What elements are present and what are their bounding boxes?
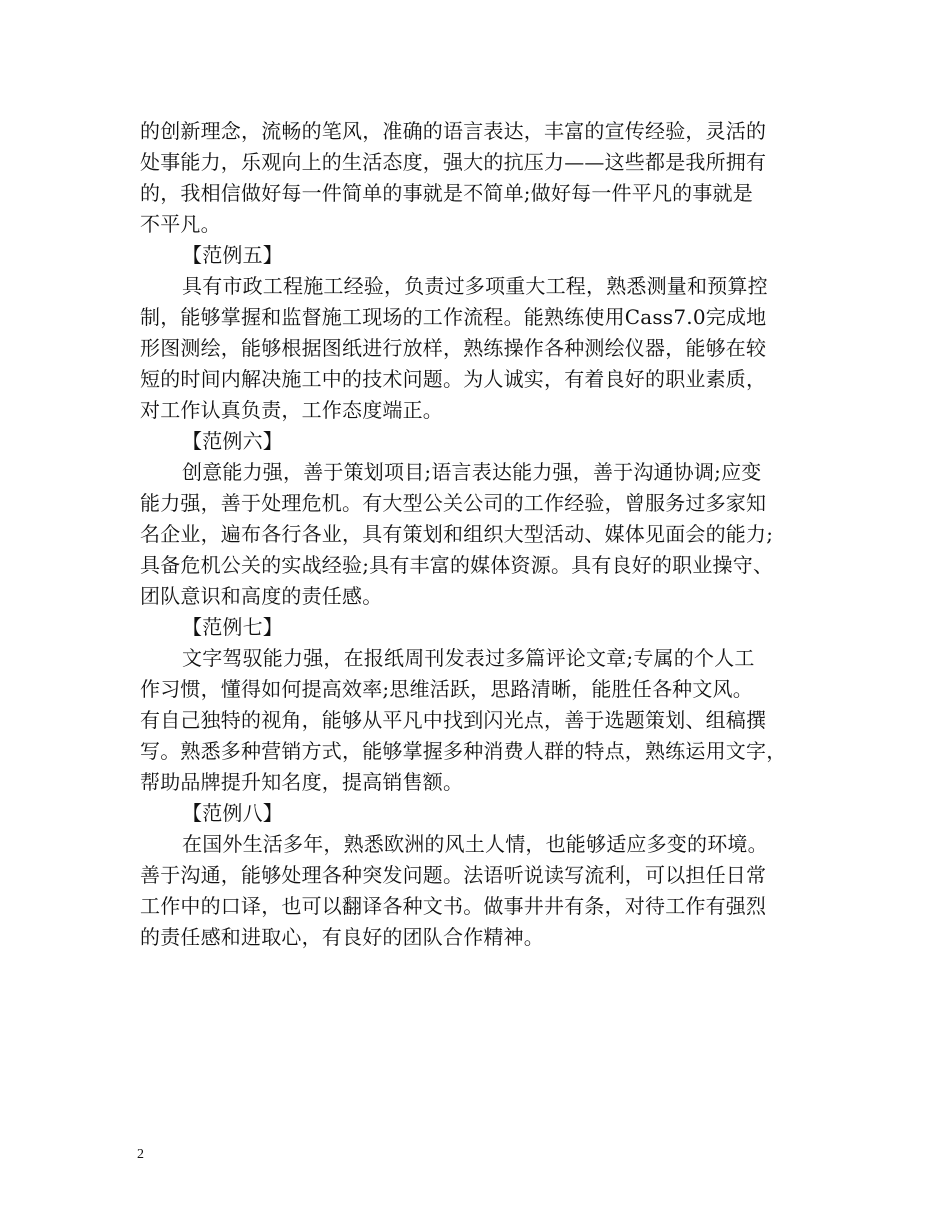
text-line: 创意能力强，善于策划项目;语言表达能力强，善于沟通协调;应变 [182,460,762,484]
text-line: 帮助品牌提升知名度，提高销售额。 [140,770,464,794]
text-line: 制，能够掌握和监督施工现场的工作流程。能熟练使用Cass7.0完成地 [140,305,767,329]
text-line: 名企业，遍布各行各业，具有策划和组织大型活动、媒体见面会的能力; [140,522,774,546]
paragraph-continuation [140,116,820,240]
paragraph-example-5 [140,271,820,426]
paragraph-example-6 [140,457,820,612]
text-line: 对工作认真负责，工作态度端正。 [140,398,443,422]
text-line: 有自己独特的视角，能够从平凡中找到闪光点，善于选题策划、组稿撰 [140,708,767,732]
paragraph-example-8 [140,829,820,953]
text-line: 的，我相信做好每一件简单的事就是不简单;做好每一件平凡的事就是 [140,181,753,205]
text-line: 形图测绘，能够根据图纸进行放样，熟练操作各种测绘仪器，能够在较 [140,336,767,360]
section-heading-example-5: 【范例五】 [182,243,283,267]
text-line: 工作中的口译，也可以翻译各种文书。做事井井有条，对待工作有强烈 [140,894,767,918]
text-line: 具备危机公关的实战经验;具有丰富的媒体资源。具有良好的职业操守、 [140,553,774,577]
paragraph-example-7 [140,643,820,798]
text-line: 短的时间内解决施工中的技术问题。为人诚实，有着良好的职业素质， [140,367,767,391]
text-line: 写。熟悉多种营销方式，能够掌握多种消费人群的特点，熟练运用文字， [140,739,787,763]
page-number: 2 [137,1147,144,1162]
section-heading-example-7: 【范例七】 [182,615,283,639]
document-body [140,116,820,953]
text-line: 作习惯，懂得如何提高效率;思维活跃，思路清晰，能胜任各种文风。 [140,677,753,701]
text-line: 团队意识和高度的责任感。 [140,584,383,608]
text-line: 能力强，善于处理危机。有大型公关公司的工作经验，曾服务过多家知 [140,491,767,515]
text-line: 善于沟通，能够处理各种突发问题。法语听说读写流利，可以担任日常 [140,863,767,887]
text-line: 的创新理念，流畅的笔风，准确的语言表达，丰富的宣传经验，灵活的 [140,119,767,143]
section-heading-example-8: 【范例八】 [182,801,283,825]
text-line: 处事能力，乐观向上的生活态度，强大的抗压力——这些都是我所拥有 [140,150,767,174]
text-line: 具有市政工程施工经验，负责过多项重大工程，熟悉测量和预算控 [182,274,768,298]
text-line: 不平凡。 [140,212,221,236]
text-line: 文字驾驭能力强，在报纸周刊发表过多篇评论文章;专属的个人工 [182,646,755,670]
section-heading-example-6: 【范例六】 [182,429,283,453]
text-line: 在国外生活多年，熟悉欧洲的风土人情，也能够适应多变的环境。 [182,832,768,856]
text-line: 的责任感和进取心，有良好的团队合作精神。 [140,925,544,949]
